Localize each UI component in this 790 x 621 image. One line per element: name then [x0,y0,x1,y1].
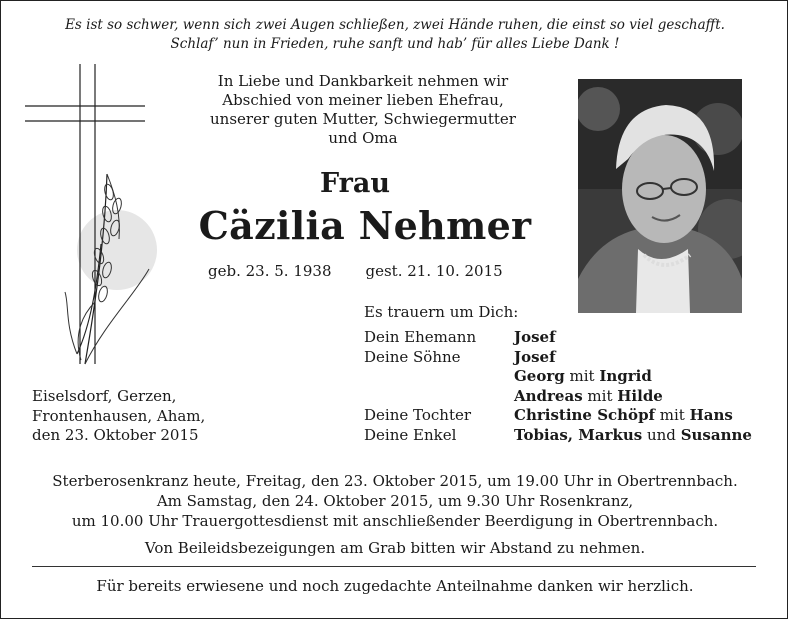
mourner-row [364,328,752,348]
mourner-name: Tobias, Markus [514,425,643,444]
intro-line-3: unserer guten Mutter, Schwiegermutter [210,110,516,128]
connector-word: mit [582,386,618,405]
partner-name: Ingrid [599,367,652,385]
mourner-name: Josef [514,347,556,366]
intro-text [188,72,538,148]
connector-word: mit [655,406,690,424]
intro-line-4: und Oma [328,129,398,147]
mourners-heading: Es trauern um Dich: [364,303,519,321]
relation-label: Deine Enkel [364,425,457,444]
mourner-name: Christine Schöpf [514,406,656,424]
place-line-2: Frontenhausen, Aham, [32,406,206,425]
partner-name: Susanne [680,425,752,444]
place-date: den 23. Oktober 2015 [32,426,199,444]
quote-line-2: Schlaf’ nun in Frieden, ruhe sanft und hab’ für alles Liebe Dank ! [170,36,620,52]
mourner-name: Georg [514,367,565,385]
condolence-note: Von Beileidsbezeigungen am Grab bitten wir Abstand zu nehmen. [144,539,646,557]
partner-name: Hans [689,406,733,424]
cross-with-wheat-icon [25,64,185,384]
quote-line-1: Es ist so schwer, wenn sich zwei Augen schließen, zwei Hände ruhen, die einst so viel geschafft. [65,17,725,33]
divider [32,566,756,567]
thanks-line: Für bereits erwiesene und noch zugedachte Anteilnahme danken wir herzlich. [96,577,694,595]
service-line-3: um 10.00 Uhr Trauergottesdienst mit anschließender Beerdigung in Obertrennbach. [71,512,719,530]
place-line-1: Eiselsdorf, Gerzen, [32,387,177,405]
mourner-name: Andreas [514,386,583,405]
service-line-2: Am Samstag, den 24. Oktober 2015, um 9.30 Uhr Rosenkranz, [156,492,634,510]
portrait-photo [578,79,742,313]
mourner-row [364,348,752,368]
mourners-list [364,328,752,445]
life-dates [208,262,537,280]
relation-label [364,367,514,387]
mourner-row [364,367,752,387]
partner-name: Hilde [617,386,663,405]
service-details [0,471,790,531]
connector-word: mit [564,367,600,385]
opening-quote [0,16,790,54]
connector-word: und [642,425,681,444]
intro-line-1: In Liebe und Dankbarkeit nehmen wir [217,72,509,90]
intro-line-2: Abschied von meiner lieben Ehefrau, [222,91,504,109]
relation-label [364,387,514,407]
place-and-date [32,387,205,446]
deceased-name: Cäzilia Nehmer [198,203,532,248]
salutation: Frau [319,168,391,199]
mourner-row [364,387,752,407]
birth-date: geb. 23. 5. 1938 [208,262,332,280]
service-line-1: Sterberosenkranz heute, Freitag, den 23. Oktober 2015, um 19.00 Uhr in Obertrennbach. [52,472,738,490]
relation-label: Deine Söhne [364,347,461,366]
mourner-name: Josef [514,328,556,346]
mourner-row [364,426,752,446]
relation-label: Deine Tochter [364,406,472,424]
death-date: gest. 21. 10. 2015 [365,262,503,280]
mourner-row [364,406,752,426]
relation-label: Dein Ehemann [364,328,477,346]
